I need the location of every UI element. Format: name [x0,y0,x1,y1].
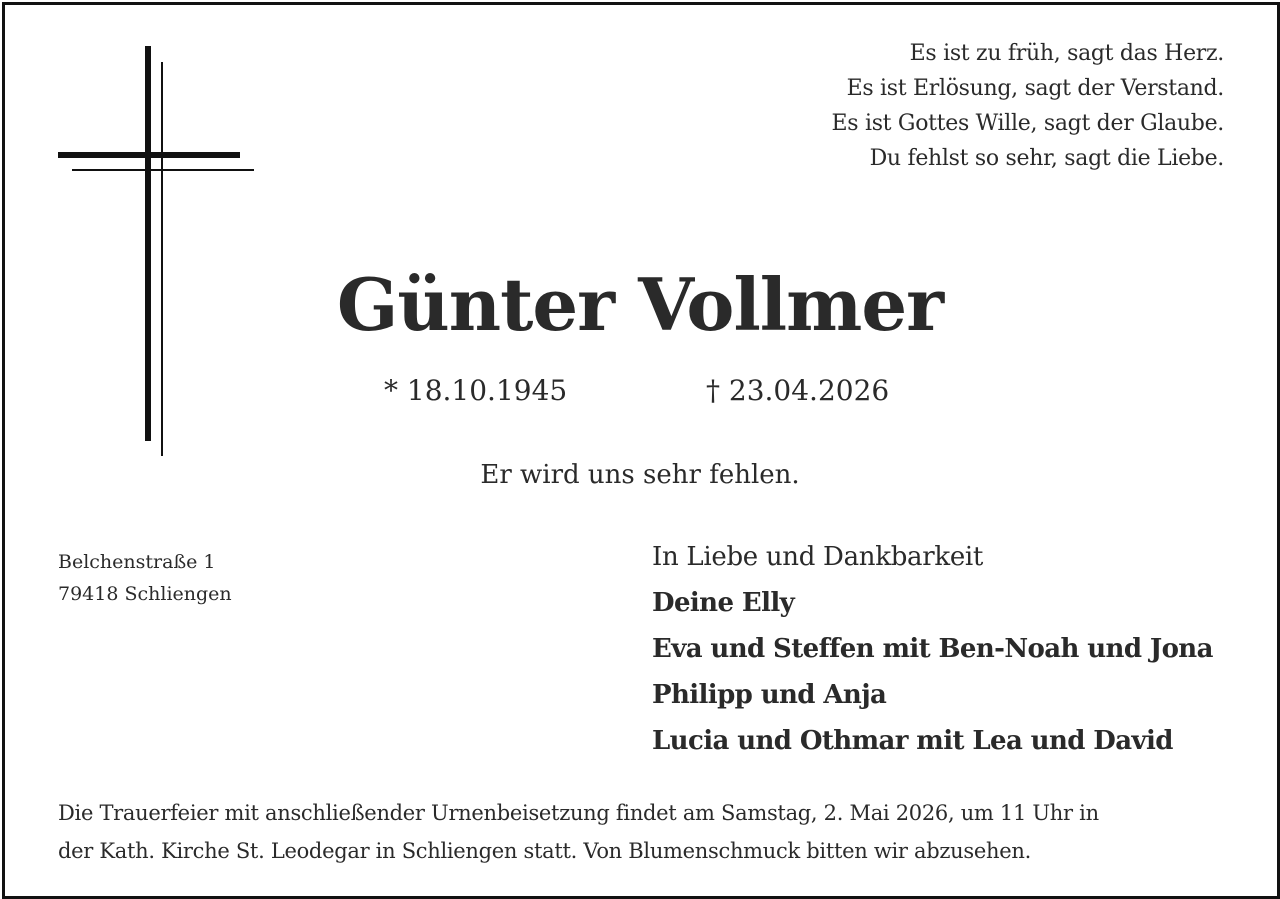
funeral-note-line: Die Trauerfeier mit anschließender Urnenbeisetzung findet am Samstag, 2. Mai 2026, um 11 Uhr in [58,801,1099,825]
birth-date: * 18.10.1945 [384,374,568,407]
mourners-intro: In Liebe und Dankbarkeit [652,542,984,572]
funeral-note-line: der Kath. Kirche St. Leodegar in Schliengen statt. Von Blumenschmuck bitten wir abzusehen. [58,839,1031,863]
funeral-note [58,794,1218,870]
poem-line: Es ist zu früh, sagt das Herz. [909,41,1224,66]
poem-line: Du fehlst so sehr, sagt die Liebe. [869,146,1224,171]
cross-horizontal-thin [72,169,254,171]
death-date: † 23.04.2026 [706,374,890,407]
mourner: Lucia und Othmar mit Lea und David [652,726,1173,756]
cross-horizontal-bold [58,152,240,158]
address-street: Belchenstraße 1 [58,551,216,573]
mourner: Deine Elly [652,588,795,618]
cross-vertical-bold [145,46,151,441]
poem [832,36,1224,176]
cross-icon [0,0,300,470]
mourners [652,534,1213,764]
motto: Er wird uns sehr fehlen. [480,460,800,490]
deceased-name: Günter Vollmer [336,262,944,347]
address-city: 79418 Schliengen [58,583,232,605]
mourner: Eva und Steffen mit Ben-Noah und Jona [652,634,1213,664]
cross-vertical-thin [161,62,163,456]
poem-line: Es ist Erlösung, sagt der Verstand. [846,76,1224,101]
mourner: Philipp und Anja [652,680,887,710]
address [58,546,232,610]
poem-line: Es ist Gottes Wille, sagt der Glaube. [831,111,1224,136]
